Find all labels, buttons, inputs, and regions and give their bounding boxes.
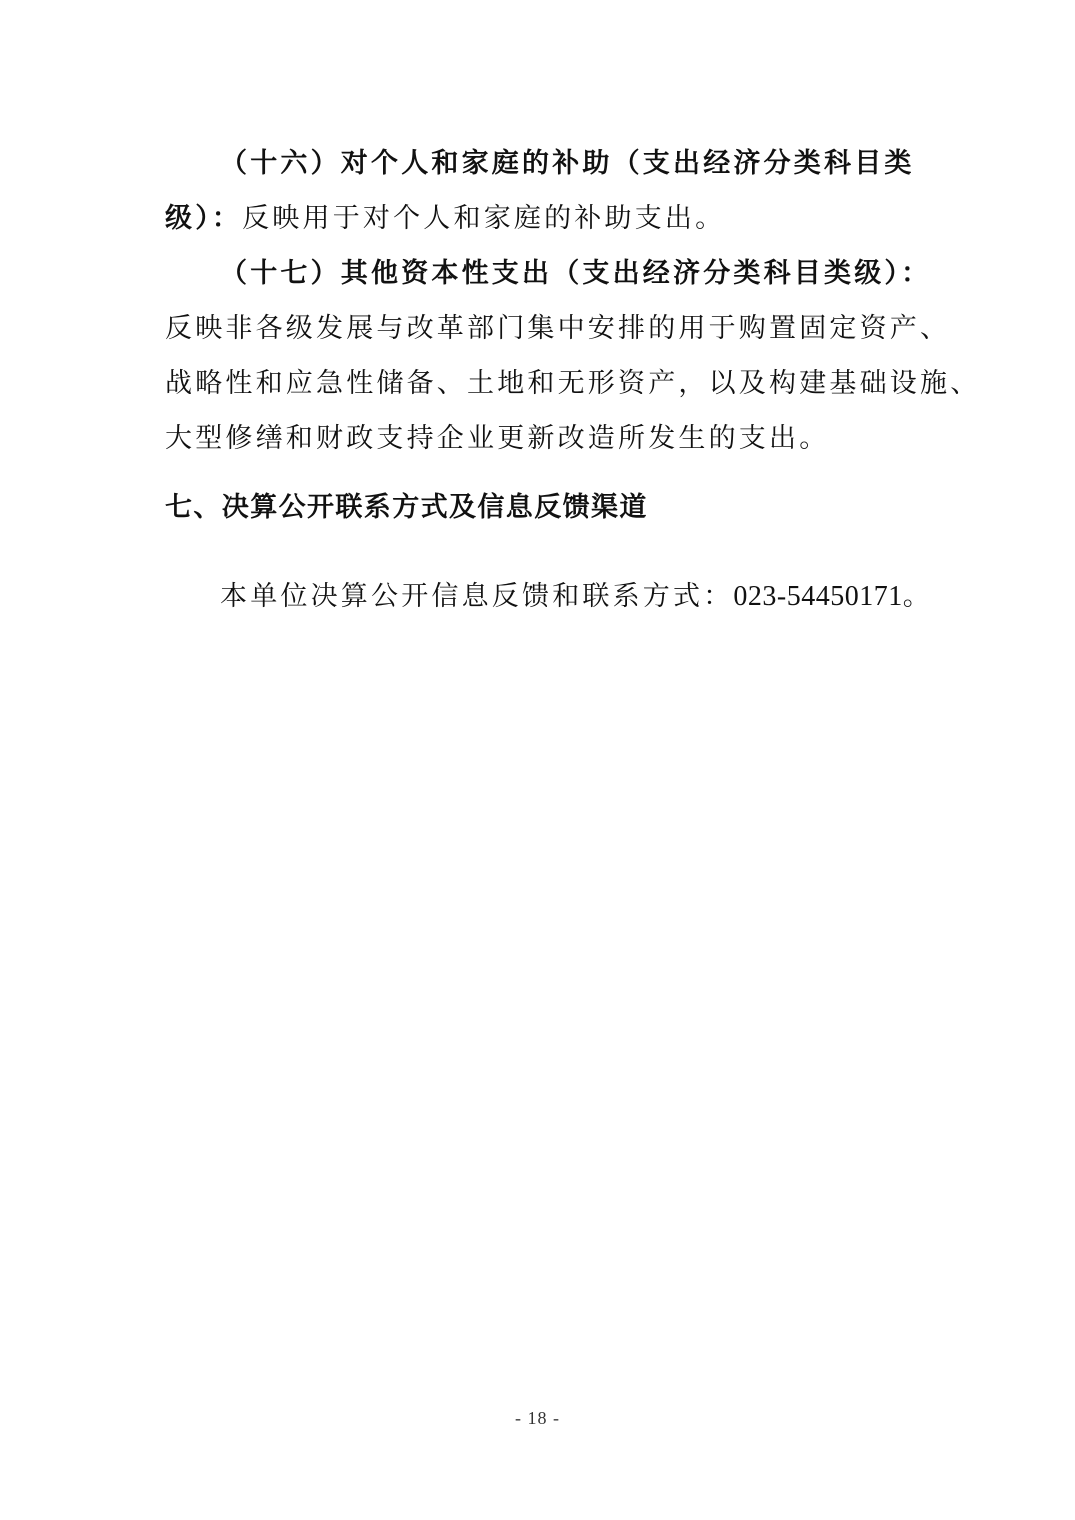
section-17-desc-line-2: 战略性和应急性储备、土地和无形资产，以及构建基础设施、 (165, 368, 981, 399)
section-7-heading: 七、决算公开联系方式及信息反馈渠道 (165, 492, 648, 523)
section-16-desc: 反映用于对个人和家庭的补助支出。 (242, 203, 726, 234)
section-17-title: （十七）其他资本性支出（支出经济分类科目类级）： (220, 258, 932, 289)
section-16-desc-line (165, 199, 725, 239)
section-16-title-line (220, 144, 915, 184)
section-17-desc-line-3: 大型修缮和财政支持企业更新改造所发生的支出。 (165, 423, 830, 454)
page-number: - 18 - (515, 1408, 560, 1428)
contact-label: 本单位决算公开信息反馈和联系方式： (220, 581, 734, 612)
contact-line (220, 577, 933, 617)
contact-end: 。 (902, 581, 933, 612)
contact-number: 023-54450171 (733, 581, 903, 612)
section-16-title-end: 级）： (165, 203, 243, 234)
section-17-desc-line-1: 反映非各级发展与改革部门集中安排的用于购置固定资产、 (165, 313, 951, 344)
section-16-title: （十六）对个人和家庭的补助（支出经济分类科目类 (220, 148, 915, 179)
